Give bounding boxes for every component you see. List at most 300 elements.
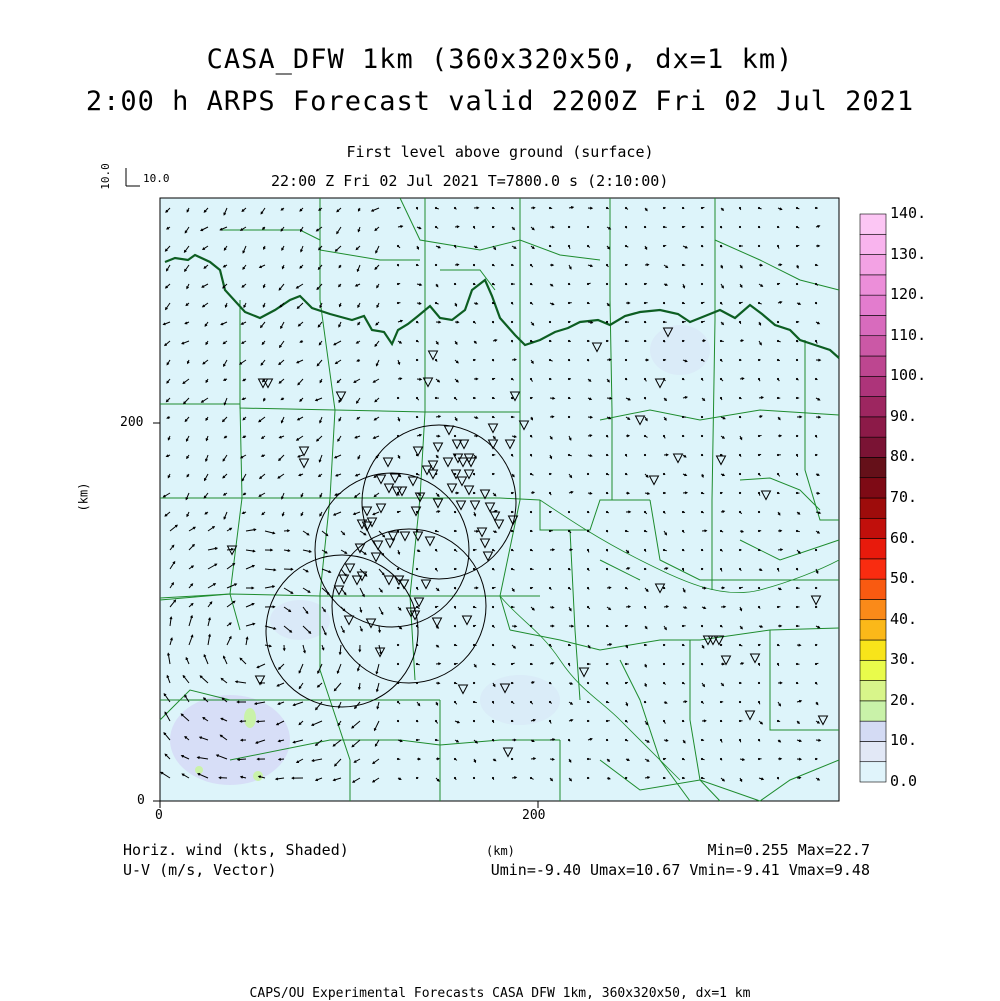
wind-vector-dot [777,245,778,246]
wind-vector-dot [511,682,512,683]
wind-vector-dot [720,492,721,493]
wind-vector-dot [511,758,512,759]
wind-vector-dot [568,245,569,246]
wind-vector-dot [701,264,702,265]
wind-vector-dot [435,264,436,265]
wind-vector-dot [549,321,550,322]
wind-vector-dot [549,587,550,588]
wind-vector-dot [777,473,778,474]
wind-vector-dot [454,625,455,626]
wind-vector-dot [492,663,493,664]
wind-vector-dot [720,568,721,569]
wind-vector-dot [777,359,778,360]
wind-vector-dot [568,321,569,322]
wind-vector-dot [625,663,626,664]
wind-vector-dot [587,359,588,360]
wind-vector-dot [701,758,702,759]
wind-vector-dot [663,587,664,588]
wind-vector-dot [473,625,474,626]
wind-vector-dot [625,207,626,208]
wind-vector-dot [397,701,398,702]
wind-vector-dot [701,359,702,360]
wind-vector-dot [530,473,531,474]
wind-vector-dot [682,549,683,550]
reference-vector [126,168,140,186]
wind-vector-dot [492,644,493,645]
wind-vector-dot [473,644,474,645]
wind-vector-dot [397,492,398,493]
colorbar-swatch [860,660,886,680]
y-axis-label: (km) [76,483,90,512]
wind-vector-dot [511,701,512,702]
wind-vector-dot [568,568,569,569]
title-line-2: 2:00 h ARPS Forecast valid 2200Z Fri 02 Jul 2021 [0,86,1000,117]
wind-vector-dot [815,758,816,759]
wind-vector-dot [530,549,531,550]
wind-vector-dot [530,283,531,284]
wind-vector-dot [796,663,797,664]
wind-vector-dot [549,701,550,702]
wind-vector-dot [530,701,531,702]
wind-vector-dot [663,435,664,436]
wind-vector-dot [606,530,607,531]
footer-shading-label: Horiz. wind (kts, Shaded) [123,841,349,859]
wind-vector-dot [682,264,683,265]
wind-vector-dot [435,530,436,531]
wind-vector-dot [625,473,626,474]
wind-vector-dot [682,777,683,778]
colorbar-swatch [860,478,886,498]
wind-vector-dot [435,568,436,569]
wind-vector-dot [796,245,797,246]
wind-vector-dot [587,473,588,474]
wind-vector-dot [511,264,512,265]
wind-vector-dot [815,207,816,208]
wind-vector-dot [435,207,436,208]
wind-vector-dot [549,245,550,246]
wind-vector-dot [606,283,607,284]
wind-vector-dot [758,378,759,379]
wind-vector-dot [435,359,436,360]
wind-vector-dot [416,511,417,512]
wind-vector-dot [758,473,759,474]
wind-vector-dot [511,511,512,512]
wind-vector-dot [530,625,531,626]
colorbar-swatch [860,741,886,761]
reference-vector-label-vertical: 10.0 [99,163,112,190]
wind-vector-dot [644,530,645,531]
wind-vector-dot [587,720,588,721]
wind-vector-dot [606,701,607,702]
wind-vector-dot [701,454,702,455]
wind-vector-dot [739,302,740,303]
wind-vector-dot [530,435,531,436]
colorbar-swatch [860,579,886,599]
wind-vector-dot [454,435,455,436]
wind-vector-dot [530,568,531,569]
wind-vector-dot [454,245,455,246]
wind-vector-dot [473,359,474,360]
wind-vector-dot [663,663,664,664]
wind-vector-dot [720,701,721,702]
colorbar-label: 100. [890,366,926,384]
wind-vector-dot [492,587,493,588]
wind-vector-dot [701,701,702,702]
wind-vector-dot [701,511,702,512]
wind-vector-dot [682,511,683,512]
wind-vector-dot [720,720,721,721]
wind-vector-dot [587,587,588,588]
wind-vector-dot [625,378,626,379]
wind-vector-dot [796,454,797,455]
wind-vector-dot [796,682,797,683]
wind-vector-dot [625,340,626,341]
wind-vector-dot [511,606,512,607]
wind-vector-dot [606,264,607,265]
wind-vector-dot [511,720,512,721]
wind-vector-dot [435,739,436,740]
wind-vector-dot [739,511,740,512]
wind-vector-dot [739,416,740,417]
wind-vector-dot [777,492,778,493]
wind-vector-dot [397,511,398,512]
wind-vector-dot [492,378,493,379]
wind-vector-dot [416,625,417,626]
wind-vector-dot [777,378,778,379]
wind-vector-dot [606,454,607,455]
wind-vector-dot [720,644,721,645]
wind-vector-dot [758,207,759,208]
wind-vector-dot [549,359,550,360]
wind-vector-dot [663,549,664,550]
wind-vector-dot [473,226,474,227]
wind-vector-dot [606,492,607,493]
wind-vector-dot [416,454,417,455]
wind-vector-dot [777,283,778,284]
wind-vector-dot [682,682,683,683]
wind-vector-dot [796,492,797,493]
wind-vector-dot [416,530,417,531]
wind-vector-dot [644,378,645,379]
wind-vector-dot [644,511,645,512]
wind-vector-dot [625,777,626,778]
wind-vector-dot [739,454,740,455]
wind-vector-dot [416,682,417,683]
wind-vector-dot [777,606,778,607]
wind-vector-dot [739,682,740,683]
wind-vector-dot [644,549,645,550]
wind-vector-dot [454,682,455,683]
wind-vector-dot [530,397,531,398]
wind-vector-dot [720,397,721,398]
x-tick-200: 200 [522,808,545,823]
wind-vector-dot [815,682,816,683]
wind-vector-dot [416,644,417,645]
reference-vector-label: 10.0 [143,172,170,185]
wind-vector-dot [739,397,740,398]
wind-vector-dot [416,663,417,664]
wind-vector-dot [701,663,702,664]
wind-vector-dot [416,264,417,265]
wind-vector-dot [397,245,398,246]
wind-vector-dot [511,568,512,569]
wind-vector-dot [454,283,455,284]
wind-vector-dot [606,511,607,512]
wind-vector-dot [644,606,645,607]
wind-vector-dot [625,587,626,588]
wind-vector-dot [492,302,493,303]
wind-vector-dot [587,758,588,759]
wind-vector-dot [397,682,398,683]
wind-vector-dot [663,302,664,303]
wind-vector-dot [454,587,455,588]
colorbar-swatch [860,275,886,295]
wind-vector-dot [682,416,683,417]
wind-vector-dot [796,530,797,531]
wind-vector-dot [796,378,797,379]
colorbar-swatch [860,721,886,741]
wind-vector-dot [549,473,550,474]
wind-vector-dot [416,397,417,398]
wind-vector-dot [492,568,493,569]
colorbar-label: 50. [890,569,917,587]
wind-vector-dot [644,644,645,645]
wind-vector-dot [530,777,531,778]
wind-vector-dot [568,340,569,341]
wind-vector-dot [796,283,797,284]
wind-vector-dot [663,207,664,208]
wind-vector-dot [777,720,778,721]
wind-vector-dot [625,264,626,265]
wind-vector-dot [815,340,816,341]
wind-vector-dot [663,245,664,246]
wind-vector-dot [758,682,759,683]
wind-vector-dot [739,226,740,227]
colorbar [860,214,886,782]
wind-vector-dot [739,644,740,645]
wind-vector-dot [549,568,550,569]
wind-vector-dot [606,321,607,322]
wind-vector-dot [587,302,588,303]
colorbar-label: 130. [890,245,926,263]
wind-vector-dot [397,397,398,398]
wind-vector-dot [758,549,759,550]
wind-vector-dot [625,245,626,246]
colorbar-swatch [860,518,886,538]
wind-vector-dot [663,758,664,759]
colorbar-swatch [860,457,886,477]
wind-vector-dot [758,302,759,303]
wind-vector-dot [492,606,493,607]
wind-vector-dot [625,530,626,531]
wind-vector-dot [663,473,664,474]
wind-vector-dot [701,492,702,493]
wind-vector-dot [587,511,588,512]
colorbar-swatch [860,234,886,254]
wind-vector-dot [644,701,645,702]
wind-vector-dot [435,549,436,550]
wind-vector-dot [739,321,740,322]
wind-vector-dot [701,226,702,227]
wind-vector-dot [549,644,550,645]
wind-vector-dot [796,625,797,626]
wind-vector-dot [682,378,683,379]
wind-vector-dot [549,492,550,493]
wind-vector-dot [435,606,436,607]
colorbar-swatch [860,417,886,437]
wind-vector-dot [758,644,759,645]
wind-vector-dot [454,530,455,531]
wind-vector-dot [625,720,626,721]
wind-vector-dot [568,378,569,379]
footer-credit: CAPS/OU Experimental Forecasts CASA DFW 1km, 360x320x50, dx=1 km [0,986,1000,1001]
wind-vector-dot [644,340,645,341]
wind-vector-dot [473,720,474,721]
wind-vector-dot [416,321,417,322]
colorbar-label: 80. [890,447,917,465]
wind-vector-dot [473,473,474,474]
wind-vector-dot [511,454,512,455]
colorbar-swatch [860,681,886,701]
wind-vector-dot [454,568,455,569]
colorbar-swatch [860,356,886,376]
wind-vector-dot [815,663,816,664]
wind-vector-dot [435,720,436,721]
wind-vector-dot [720,359,721,360]
wind-vector-dot [644,283,645,284]
colorbar-swatch [860,214,886,234]
wind-vector-dot [720,758,721,759]
wind-vector-dot [644,454,645,455]
x-tick-0: 0 [155,808,163,823]
wind-vector-dot [682,302,683,303]
wind-vector-dot [416,359,417,360]
wind-vector-dot [492,777,493,778]
wind-vector-dot [720,739,721,740]
colorbar-label: 10. [890,731,917,749]
wind-vector-dot [454,549,455,550]
wind-vector-dot [644,302,645,303]
wind-vector-dot [701,739,702,740]
wind-vector-dot [492,739,493,740]
wind-vector-dot [397,587,398,588]
wind-vector-dot [511,549,512,550]
wind-vector-dot [796,340,797,341]
wind-vector-dot [492,397,493,398]
colorbar-swatch [860,498,886,518]
wind-vector-dot [796,226,797,227]
wind-vector-dot [758,587,759,588]
wind-vector-dot [701,302,702,303]
colorbar-swatch [860,315,886,335]
wind-vector-dot [397,207,398,208]
wind-vector-dot [606,568,607,569]
wind-vector-dot [568,739,569,740]
wind-vector-dot [815,302,816,303]
wind-vector-dot [796,568,797,569]
wind-vector-dot [739,739,740,740]
wind-vector-dot [511,321,512,322]
wind-vector-dot [587,663,588,664]
wind-vector-dot [568,397,569,398]
wind-vector-dot [492,701,493,702]
wind-vector-dot [625,226,626,227]
wind-vector-dot [492,264,493,265]
wind-vector-dot [416,606,417,607]
wind-vector-dot [739,720,740,721]
colorbar-label: 90. [890,407,917,425]
wind-vector-dot [701,777,702,778]
wind-vector-dot [568,302,569,303]
wind-vector-dot [473,777,474,778]
wind-vector-dot [416,720,417,721]
wind-vector-dot [720,530,721,531]
wind-vector-dot [454,663,455,664]
wind-vector-dot [416,568,417,569]
wind-vector-dot [454,397,455,398]
colorbar-swatch [860,599,886,619]
colorbar-swatch [860,640,886,660]
wind-vector-dot [511,663,512,664]
wind-vector-dot [606,549,607,550]
colorbar-label: 20. [890,691,917,709]
wind-vector-dot [758,663,759,664]
wind-vector-dot [549,378,550,379]
wind-vector-dot [530,511,531,512]
wind-vector-dot [682,720,683,721]
wind-vector-dot [739,549,740,550]
wind-vector-dot [758,492,759,493]
wind-vector-dot [663,720,664,721]
wind-vector-dot [682,207,683,208]
wind-vector-dot [625,454,626,455]
wind-vector-dot [416,207,417,208]
wind-vector-dot [587,245,588,246]
wind-vector-dot [492,207,493,208]
wind-vector-dot [587,226,588,227]
wind-vector-dot [454,644,455,645]
subtitle-level: First level above ground (surface) [0,143,1000,161]
wind-vector-dot [682,435,683,436]
wind-vector-dot [511,302,512,303]
wind-vector-dot [663,511,664,512]
wind-vector-dot [701,416,702,417]
wind-vector-dot [720,625,721,626]
wind-vector-dot [606,207,607,208]
wind-vector-dot [739,492,740,493]
wind-vector-dot [815,644,816,645]
wind-vector-dot [606,625,607,626]
wind-vector-dot [568,530,569,531]
wind-vector-dot [606,739,607,740]
wind-vector-dot [511,283,512,284]
colorbar-label: 140. [890,204,926,222]
wind-vector-dot [397,283,398,284]
wind-vector-dot [625,682,626,683]
wind-vector-dot [492,625,493,626]
wind-vector-dot [739,701,740,702]
wind-vector-dot [663,340,664,341]
wind-vector-dot [473,397,474,398]
wind-vector-dot [435,473,436,474]
wind-vector-dot [606,720,607,721]
wind-vector-dot [777,321,778,322]
wind-vector-dot [568,454,569,455]
wind-vector-dot [739,568,740,569]
wind-vector-dot [720,378,721,379]
wind-vector-dot [682,663,683,664]
wind-vector-dot [473,549,474,550]
